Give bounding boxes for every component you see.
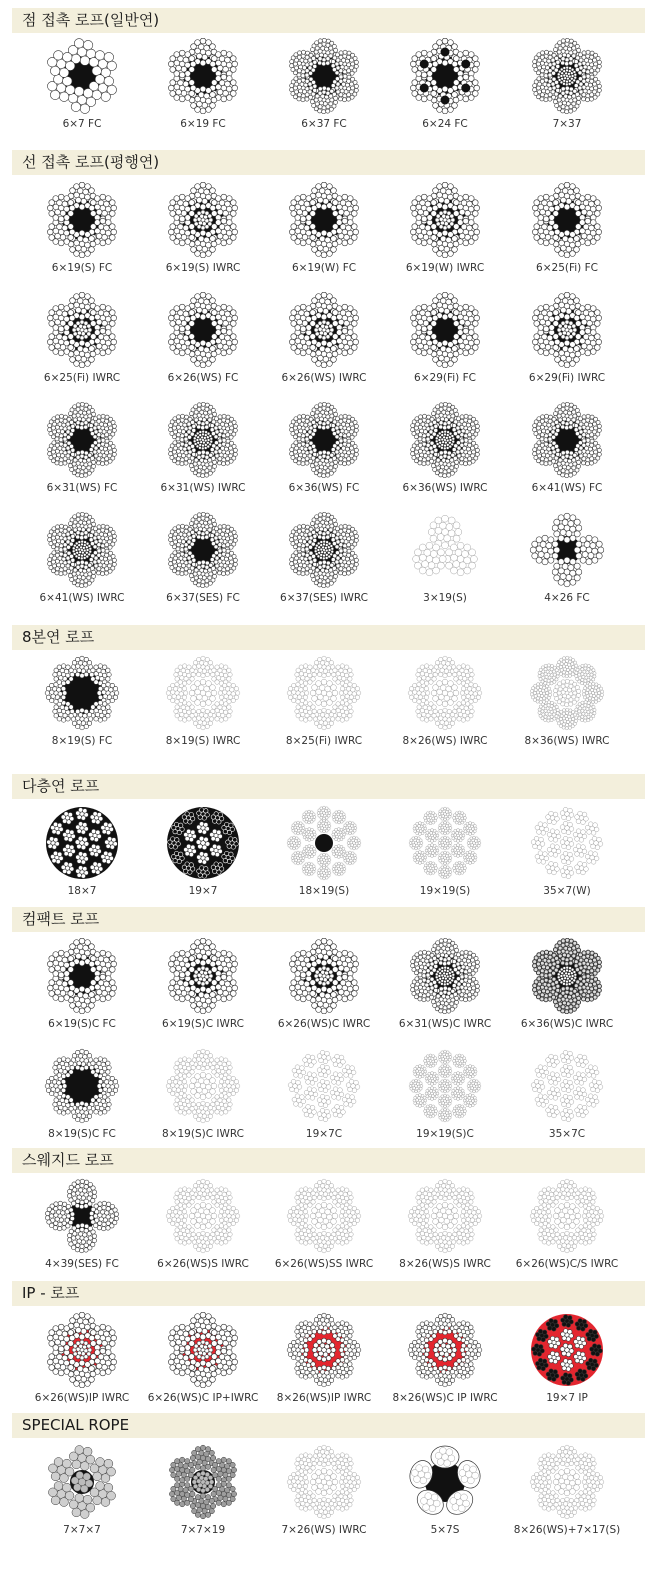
rope-label: 6×31(WS) FC (46, 482, 118, 494)
rope-label: 6×36(WS)C IWRC (520, 1018, 614, 1030)
rope-item (260, 512, 388, 612)
section-title: SPECIAL ROPE (12, 1413, 645, 1438)
rope-cross-section (407, 805, 483, 881)
rope-label: 19×7C (305, 1128, 343, 1140)
rope-item (503, 1048, 631, 1148)
rope-label: 6×19 FC (180, 118, 226, 130)
rope-item (18, 1178, 146, 1278)
rope-cross-section (44, 805, 120, 881)
rope-cross-section (165, 805, 241, 881)
rope-cross-section (529, 1178, 605, 1254)
rope-label: 8×26(WS)S IWRC (399, 1258, 491, 1270)
rope-item (260, 1444, 388, 1544)
rope-label: 19×7 IP (546, 1392, 588, 1404)
rope-label: 5×7S (430, 1524, 460, 1536)
rope-item (503, 1444, 631, 1544)
rope-cross-section (286, 292, 362, 368)
rope-label: 8×26(WS) IWRC (402, 735, 488, 747)
rope-label: 35×7(W) (543, 885, 591, 897)
rope-cross-section (529, 182, 605, 258)
rope-item (260, 655, 388, 755)
section-title: 다층연 로프 (12, 774, 645, 799)
rope-item (503, 182, 631, 282)
rope-cross-section (529, 512, 605, 588)
rope-cross-section (44, 512, 120, 588)
rope-item (260, 182, 388, 282)
rope-item (381, 182, 509, 282)
rope-cross-section (529, 1312, 605, 1388)
rope-label: 8×19(S) IWRC (165, 735, 241, 747)
rope-item (139, 402, 267, 502)
rope-item (139, 655, 267, 755)
rope-cross-section (407, 292, 483, 368)
rope-cross-section (286, 512, 362, 588)
rope-cross-section (286, 1312, 362, 1388)
rope-label: 6×19(S)C FC (48, 1018, 116, 1030)
rope-label: 6×37 FC (301, 118, 347, 130)
rope-label: 6×37(SES) FC (166, 592, 240, 604)
rope-item (260, 938, 388, 1038)
rope-cross-section (407, 1312, 483, 1388)
rope-item (503, 38, 631, 138)
rope-item (18, 182, 146, 282)
section-title: 스웨지드 로프 (12, 1148, 645, 1173)
rope-item (381, 1048, 509, 1148)
rope-label: 3×19(S) (423, 592, 467, 604)
rope-cross-section (286, 938, 362, 1014)
rope-label: 6×26(WS)C IWRC (277, 1018, 371, 1030)
rope-item (503, 1178, 631, 1278)
rope-item (503, 292, 631, 392)
rope-label: 6×26(WS) IWRC (281, 372, 367, 384)
rope-label: 6×36(WS) FC (288, 482, 360, 494)
rope-label: 8×36(WS) IWRC (524, 735, 610, 747)
rope-cross-section (44, 655, 120, 731)
rope-item (139, 1312, 267, 1412)
rope-item (381, 292, 509, 392)
rope-label: 6×41(WS) IWRC (39, 592, 125, 604)
rope-cross-section (165, 655, 241, 731)
rope-item (18, 512, 146, 612)
section-title: 8본연 로프 (12, 625, 645, 650)
rope-item (18, 1444, 146, 1544)
rope-item (18, 938, 146, 1038)
rope-item (18, 1048, 146, 1148)
section-title: 점 접촉 로프(일반연) (12, 8, 645, 33)
section-title: 컴팩트 로프 (12, 907, 645, 932)
rope-cross-section (529, 805, 605, 881)
rope-label: 6×41(WS) FC (531, 482, 603, 494)
rope-item (503, 938, 631, 1038)
rope-item (139, 1048, 267, 1148)
rope-label: 6×37(SES) IWRC (280, 592, 368, 604)
rope-cross-section (165, 182, 241, 258)
rope-cross-section (529, 938, 605, 1014)
rope-label: 6×7 FC (62, 118, 102, 130)
rope-cross-section (286, 402, 362, 478)
rope-item (260, 1178, 388, 1278)
rope-label: 6×29(Fi) IWRC (528, 372, 606, 384)
rope-item (18, 292, 146, 392)
rope-item (139, 805, 267, 905)
rope-cross-section (529, 655, 605, 731)
rope-label: 6×26(WS)SS IWRC (274, 1258, 374, 1270)
rope-label: 7×7×19 (180, 1524, 226, 1536)
rope-label: 6×26(WS)IP IWRC (34, 1392, 130, 1404)
section-title: 선 접촉 로프(평행연) (12, 150, 645, 175)
rope-label: 8×25(Fi) IWRC (285, 735, 363, 747)
rope-label: 6×19(W) IWRC (405, 262, 485, 274)
rope-cross-section (286, 805, 362, 881)
rope-item (139, 938, 267, 1038)
rope-label: 8×26(WS)C IP IWRC (392, 1392, 498, 1404)
rope-item (381, 402, 509, 502)
rope-label: 6×19(S) FC (51, 262, 113, 274)
rope-item (260, 805, 388, 905)
rope-cross-section (44, 182, 120, 258)
rope-item (381, 1444, 509, 1544)
rope-label: 35×7C (548, 1128, 586, 1140)
rope-cross-section (407, 1048, 483, 1124)
rope-item (260, 1048, 388, 1148)
rope-item (381, 38, 509, 138)
section-title: IP - 로프 (12, 1281, 645, 1306)
rope-item (381, 938, 509, 1038)
rope-cross-section (407, 1444, 483, 1520)
rope-label: 7×7×7 (63, 1524, 101, 1536)
rope-label: 6×19(S) IWRC (165, 262, 241, 274)
rope-cross-section (529, 38, 605, 114)
rope-item (381, 1178, 509, 1278)
rope-item (381, 805, 509, 905)
rope-cross-section (44, 938, 120, 1014)
rope-item (18, 38, 146, 138)
rope-label: 6×31(WS) IWRC (160, 482, 246, 494)
rope-label: 6×25(Fi) IWRC (43, 372, 121, 384)
rope-cross-section (529, 292, 605, 368)
rope-item (18, 805, 146, 905)
rope-item (381, 1312, 509, 1412)
rope-label: 8×26(WS)+7×17(S) (513, 1524, 621, 1536)
rope-label: 8×19(S)C IWRC (162, 1128, 244, 1140)
rope-label: 6×25(Fi) FC (536, 262, 598, 274)
rope-label: 6×26(WS)C IP+IWRC (147, 1392, 259, 1404)
rope-label: 7×26(WS) IWRC (281, 1524, 367, 1536)
rope-cross-section (44, 1312, 120, 1388)
rope-item (18, 402, 146, 502)
rope-cross-section (44, 1178, 120, 1254)
rope-cross-section (286, 1444, 362, 1520)
rope-item (139, 512, 267, 612)
rope-cross-section (165, 512, 241, 588)
rope-cross-section (286, 1178, 362, 1254)
rope-label: 6×26(WS)C/S IWRC (515, 1258, 619, 1270)
rope-label: 6×19(S)C IWRC (162, 1018, 244, 1030)
rope-label: 19×7 (188, 885, 218, 897)
rope-cross-section (286, 1048, 362, 1124)
rope-item (139, 292, 267, 392)
rope-item (503, 805, 631, 905)
rope-label: 8×19(S)C FC (48, 1128, 116, 1140)
rope-cross-section (165, 402, 241, 478)
rope-label: 4×26 FC (544, 592, 590, 604)
rope-cross-section (44, 292, 120, 368)
rope-cross-section (165, 938, 241, 1014)
rope-label: 8×26(WS)IP IWRC (276, 1392, 372, 1404)
rope-item (503, 1312, 631, 1412)
rope-label: 18×19(S) (298, 885, 350, 897)
rope-item (381, 512, 509, 612)
rope-label: 6×26(WS) FC (167, 372, 239, 384)
rope-item (381, 655, 509, 755)
rope-cross-section (165, 1178, 241, 1254)
rope-cross-section (165, 1048, 241, 1124)
rope-label: 6×24 FC (422, 118, 468, 130)
rope-label: 8×19(S) FC (51, 735, 113, 747)
rope-label: 4×39(SES) FC (45, 1258, 119, 1270)
rope-item (18, 655, 146, 755)
rope-item (18, 1312, 146, 1412)
rope-cross-section (407, 512, 483, 588)
rope-cross-section (165, 1444, 241, 1520)
rope-cross-section (165, 38, 241, 114)
rope-cross-section (44, 1048, 120, 1124)
rope-cross-section (44, 38, 120, 114)
rope-label: 19×19(S)C (416, 1128, 474, 1140)
rope-item (139, 1444, 267, 1544)
rope-cross-section (407, 402, 483, 478)
rope-item (503, 512, 631, 612)
rope-item (260, 292, 388, 392)
rope-cross-section (286, 655, 362, 731)
rope-item (139, 182, 267, 282)
rope-label: 19×19(S) (419, 885, 471, 897)
rope-cross-section (44, 1444, 120, 1520)
rope-label: 6×31(WS)C IWRC (398, 1018, 492, 1030)
rope-label: 6×19(W) FC (291, 262, 357, 274)
rope-cross-section (529, 1048, 605, 1124)
rope-cross-section (407, 655, 483, 731)
rope-cross-section (407, 38, 483, 114)
rope-cross-section (165, 1312, 241, 1388)
rope-item (503, 402, 631, 502)
rope-item (260, 38, 388, 138)
rope-cross-section (529, 402, 605, 478)
rope-item (260, 1312, 388, 1412)
rope-item (139, 1178, 267, 1278)
rope-label: 6×29(Fi) FC (414, 372, 476, 384)
rope-cross-section (407, 182, 483, 258)
rope-label: 18×7 (67, 885, 97, 897)
rope-cross-section (286, 182, 362, 258)
rope-cross-section (165, 292, 241, 368)
rope-label: 6×36(WS) IWRC (402, 482, 488, 494)
rope-item (260, 402, 388, 502)
rope-label: 7×37 (552, 118, 582, 130)
rope-item (139, 38, 267, 138)
rope-cross-section (286, 38, 362, 114)
rope-cross-section (44, 402, 120, 478)
rope-item (503, 655, 631, 755)
rope-label: 6×26(WS)S IWRC (157, 1258, 249, 1270)
rope-cross-section (407, 938, 483, 1014)
rope-cross-section (407, 1178, 483, 1254)
rope-cross-section (529, 1444, 605, 1520)
